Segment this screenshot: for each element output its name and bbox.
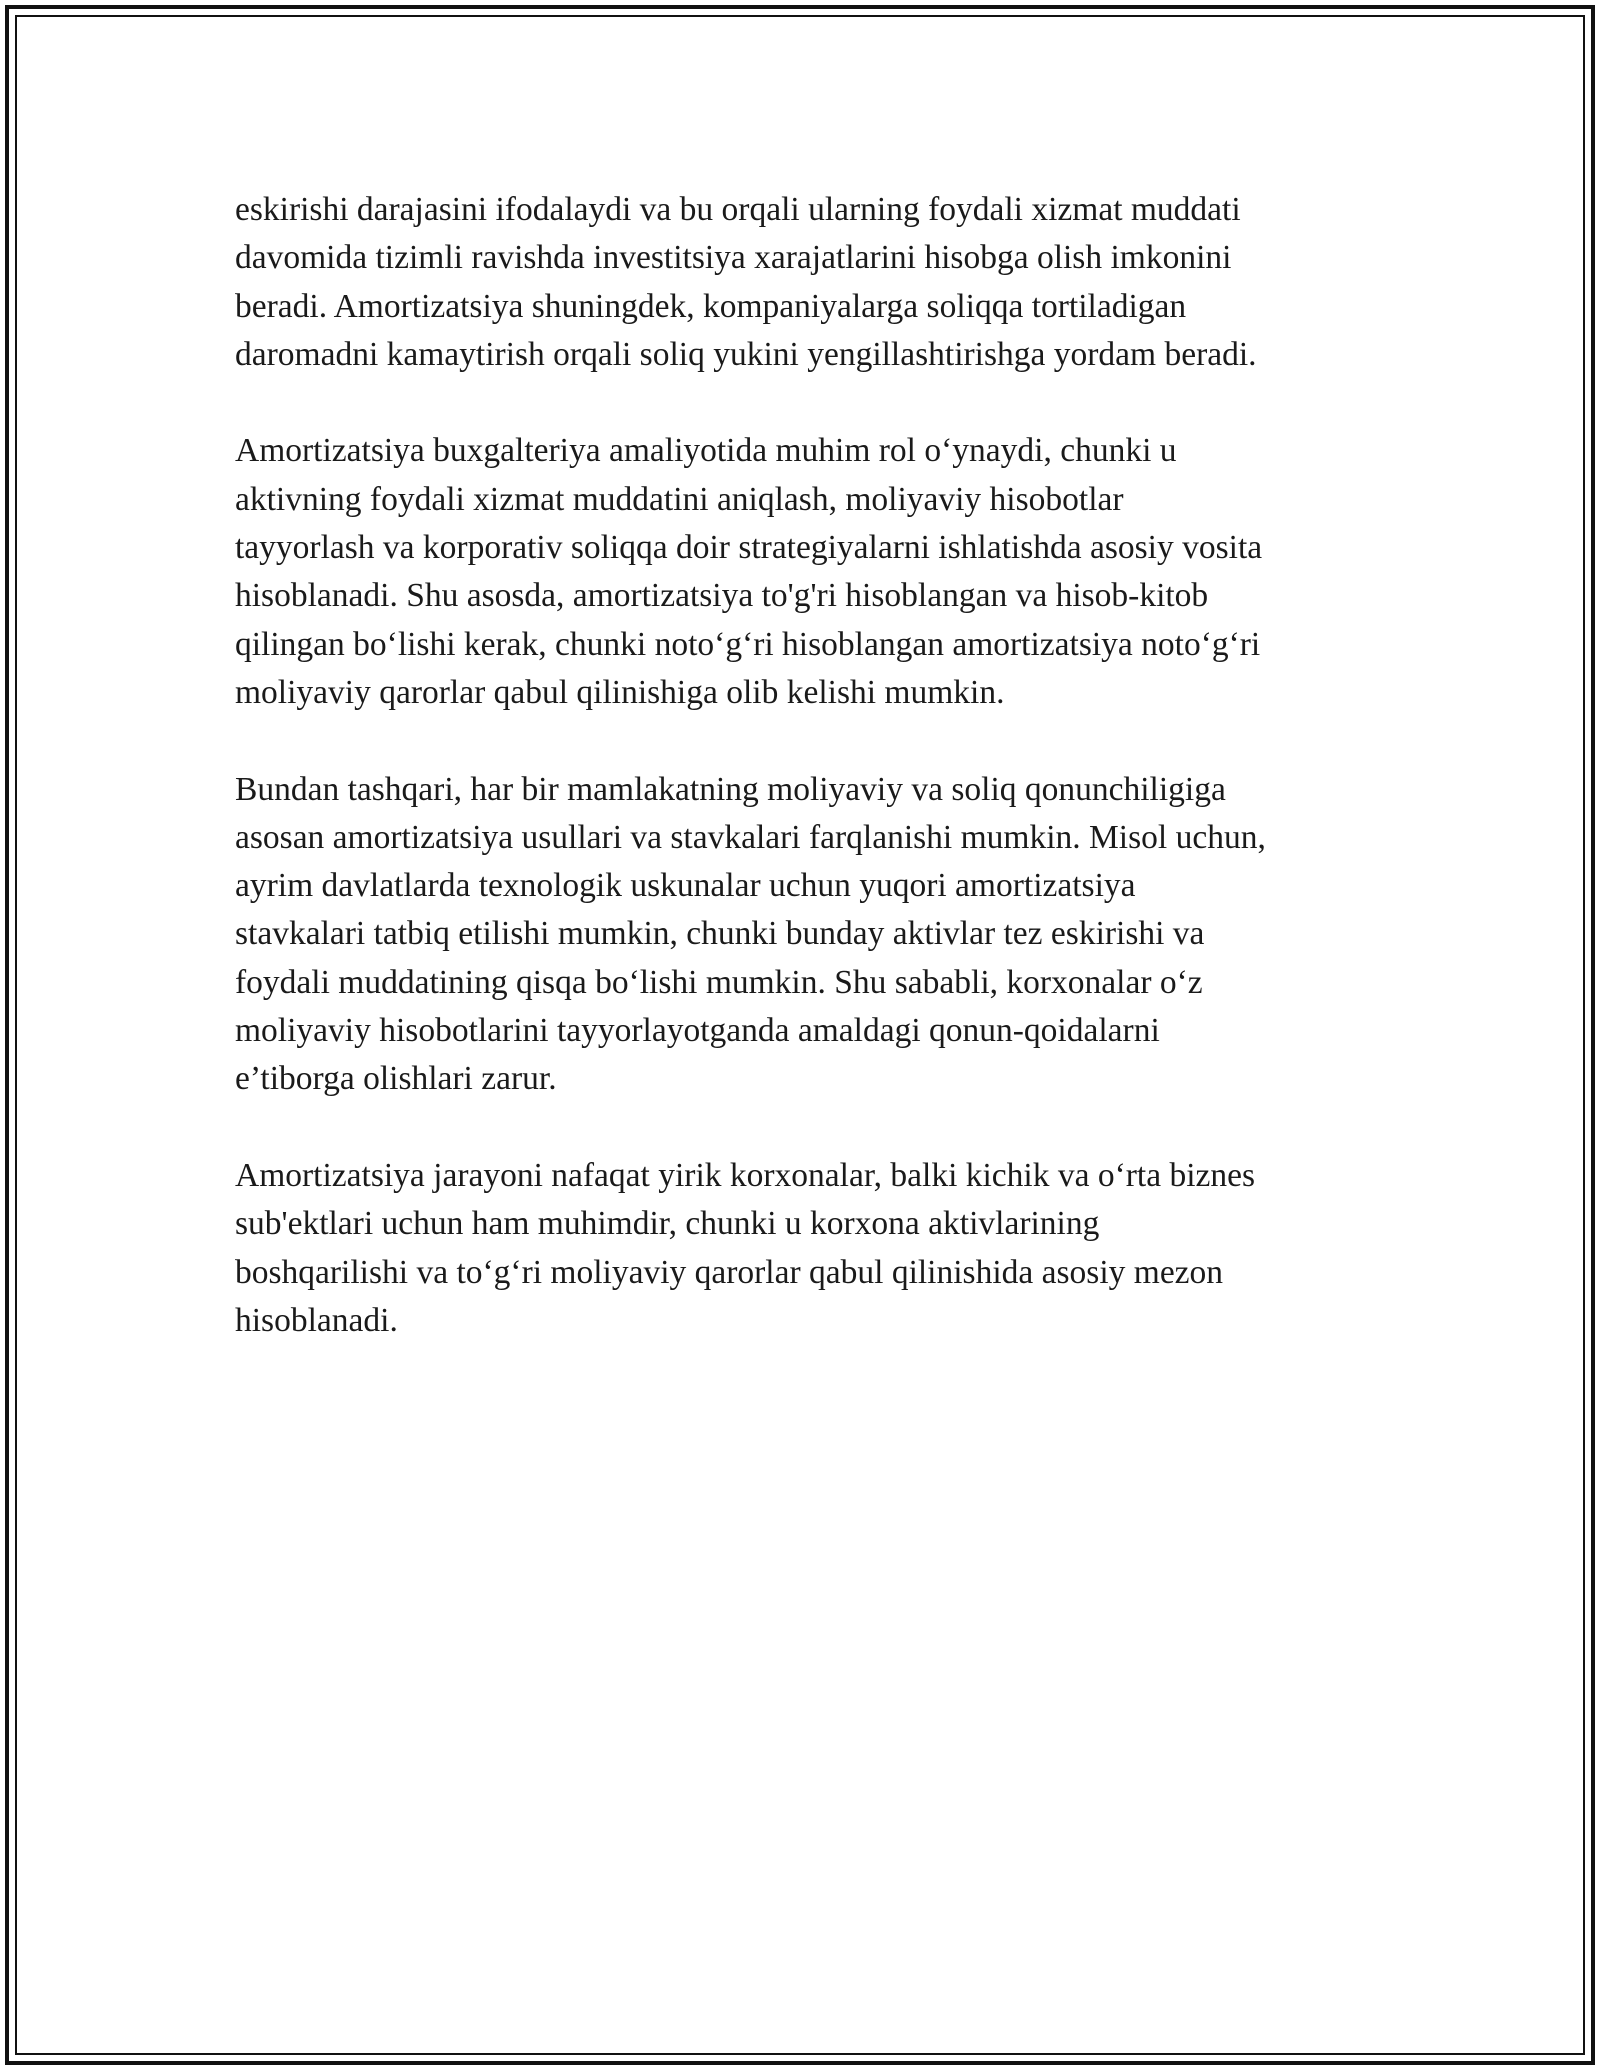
paragraph-1: eskirishi darajasini ifodalaydi va bu orqali ularning foydali xizmat muddati davomida tizimli ravishda investitsiya xarajatlarini hisobga olish imkonini beradi. Amortizatsiya shuningdek, kompaniyalarga soliqqa tortiladigan daromadni kamaytirish orqali soliq yukini yengillashtirishga yordam beradi. bbox=[235, 191, 1257, 373]
paragraph-4: Amortizatsiya jarayoni nafaqat yirik korxonalar, balki kichik va o‘rta biznes sub'ektlari uchun ham muhimdir, chunki u korxona aktivlarining boshqarilishi va to‘g‘ri moliyaviy qarorlar qabul qilinishida asosiy mezon hisoblanadi. bbox=[235, 1156, 1256, 1339]
paragraph-2: Amortizatsiya buxgalteriya amaliyotida muhim rol o‘ynaydi, chunki u aktivning foydali xizmat muddatini aniqlash, moliyaviy hisobotlar tayyorlash va korporativ soliqqa doir strategiyalarni ishlatishda asosiy vosita hisoblanadi. Shu asosda, amortizatsiya to'g'ri hisoblangan va hisob-kitob qilingan bo‘lishi kerak, chunki noto‘g‘ri hisoblangan amortizatsiya noto‘g‘ri moliyaviy qarorlar qabul qilinishiga olib kelishi mumkin. bbox=[235, 432, 1263, 711]
paragraph-3: Bundan tashqari, har bir mamlakatning moliyaviy va soliq qonunchiligiga asosan amortizatsiya usullari va stavkalari farqlanishi mumkin. Misol uchun, ayrim davlatlarda texnologik uskunalar uchun yuqori amortizatsiya stavkalari tatbiq etilishi mumkin, chunki bunday aktivlar tez eskirishi va foydali muddatining qisqa bo‘lishi mumkin. Shu sababli, korxonalar o‘z moliyaviy hisobotlarini tayyorlayotganda amaldagi qonun-qoidalarni e’tiborga olishlari zarur. bbox=[235, 770, 1266, 1098]
document-body bbox=[235, 186, 1375, 1393]
